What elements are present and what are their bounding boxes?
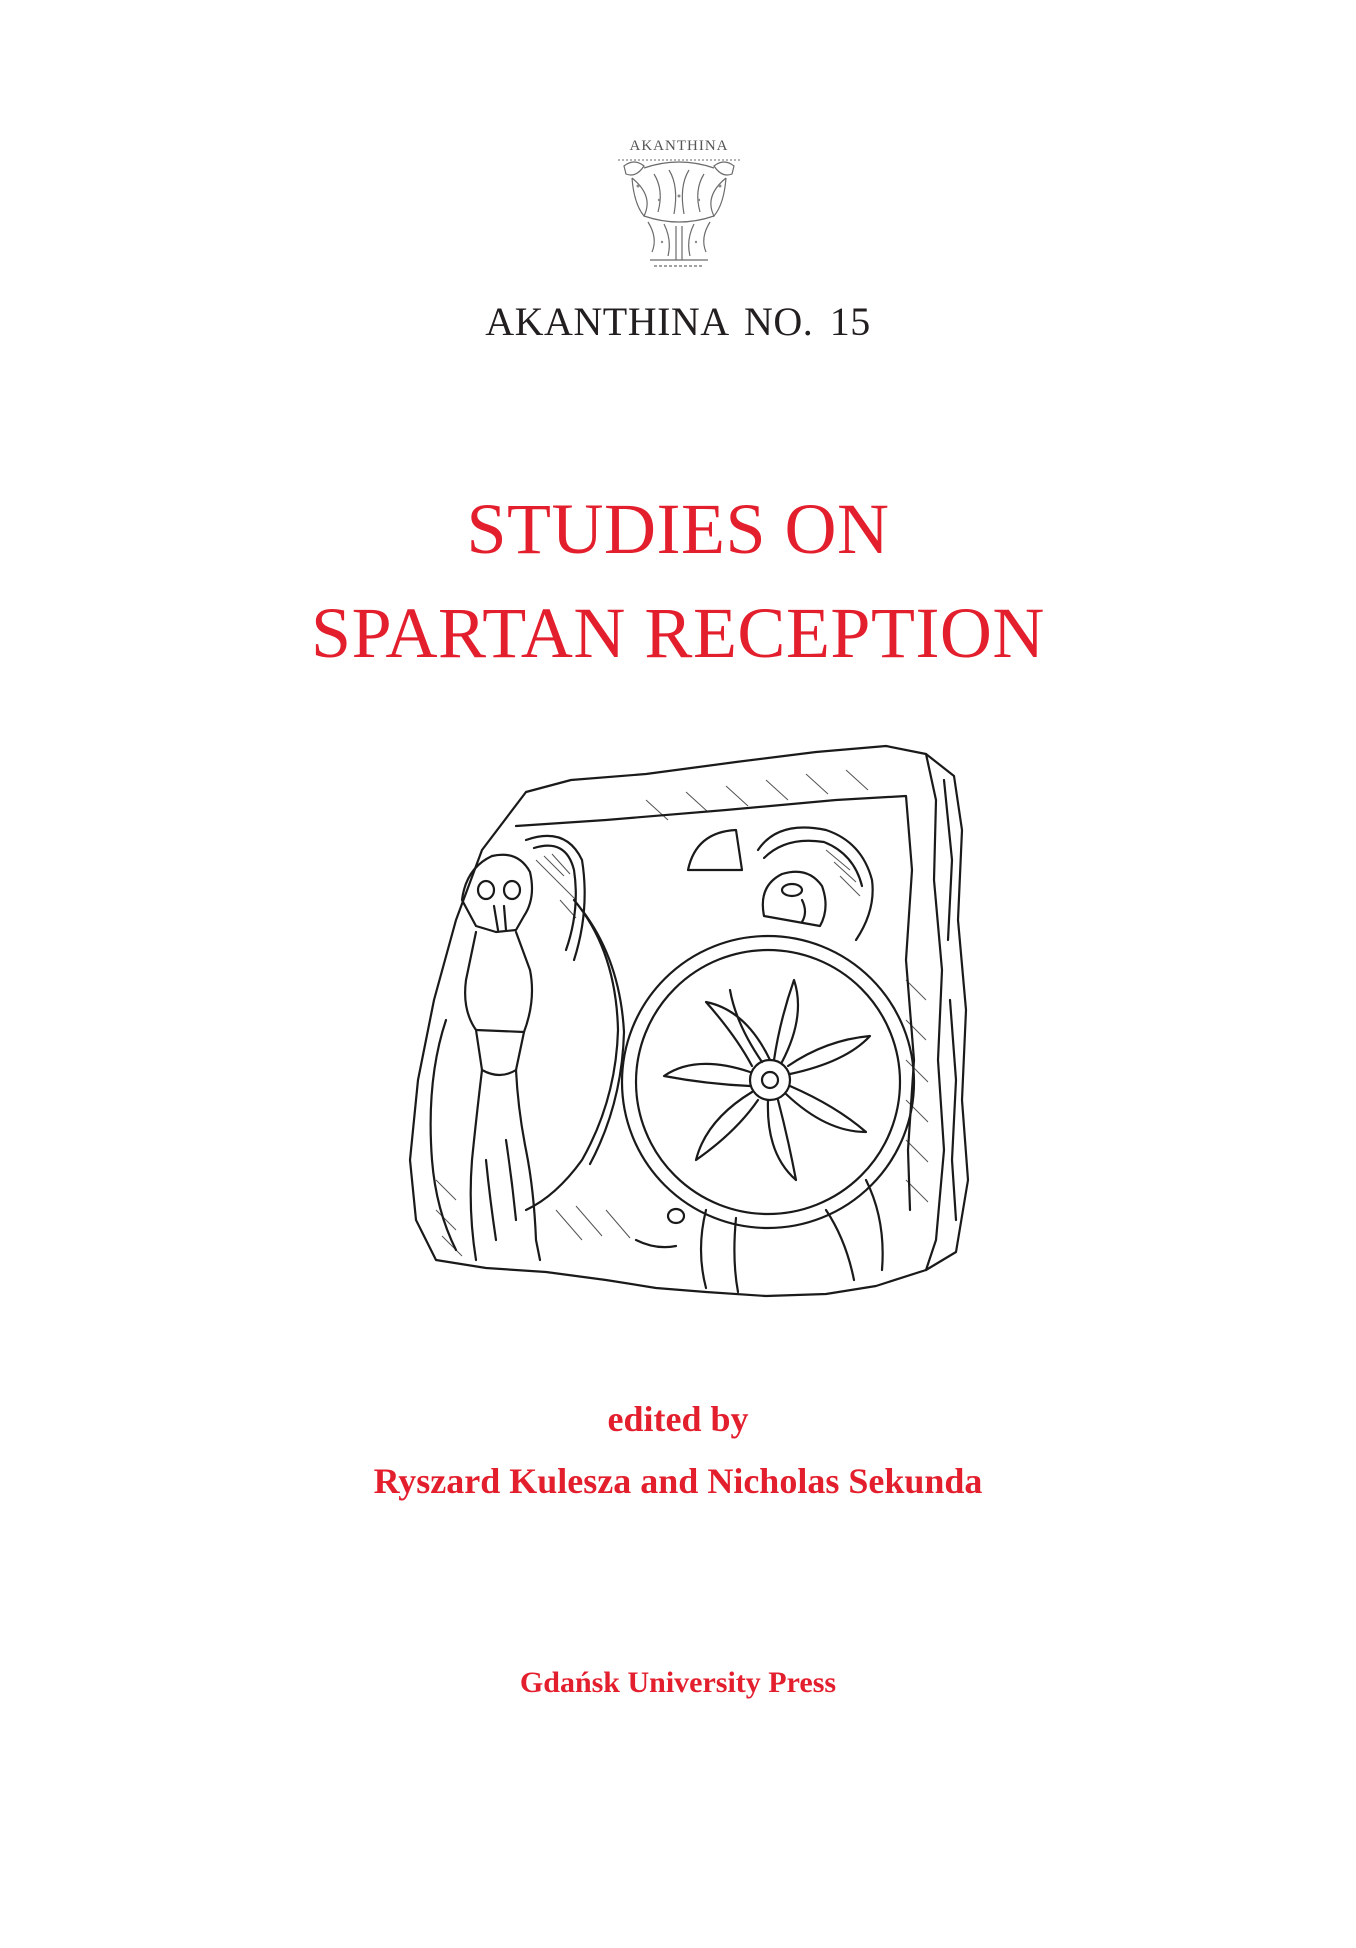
corinthian-capital-icon (614, 156, 744, 274)
edited-by-label: edited by (607, 1399, 749, 1439)
series-number: AKANTHINA NO. 15 (485, 299, 871, 344)
series-logo (614, 138, 744, 274)
editors-names: Ryszard Kulesza and Nicholas Sekunda (373, 1461, 983, 1501)
hoplite-relief-drawing (406, 740, 976, 1310)
series-logo-label: AKANTHINA (629, 138, 729, 154)
publisher-name: Gdańsk University Press (519, 1666, 837, 1699)
book-title-line-1: STUDIES ON (466, 489, 890, 569)
book-title-line-2: SPARTAN RECEPTION (311, 593, 1045, 673)
